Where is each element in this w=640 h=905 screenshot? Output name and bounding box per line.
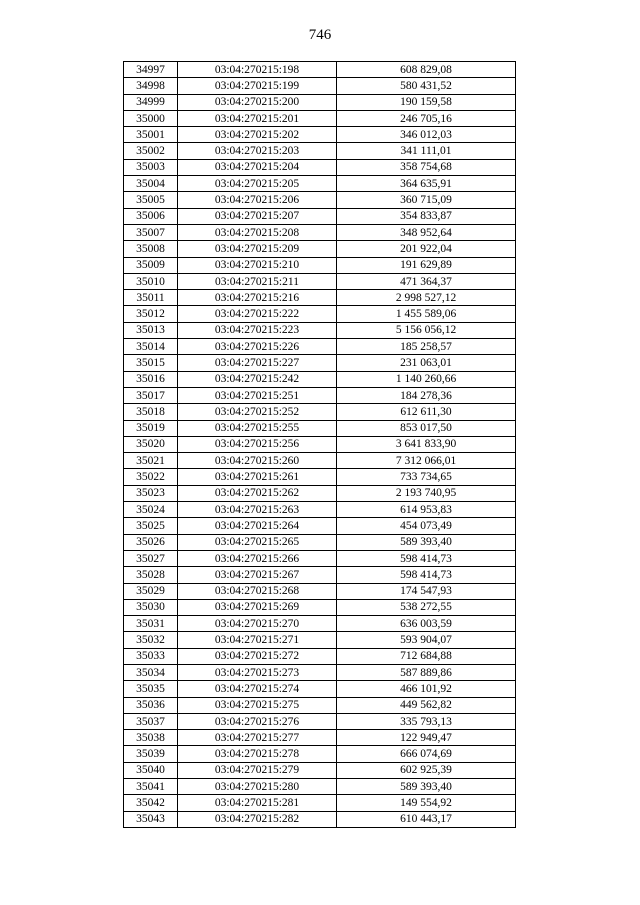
row-number-cell: 34998 (124, 78, 178, 94)
cadastral-value-cell: 346 012,03 (337, 127, 516, 143)
cadastral-number-cell: 03:04:270215:265 (178, 534, 337, 550)
row-number-cell: 35035 (124, 681, 178, 697)
cadastral-value-cell: 580 431,52 (337, 78, 516, 94)
table-row (124, 453, 516, 469)
table-row (124, 273, 516, 289)
row-number-cell: 35013 (124, 322, 178, 338)
row-number-cell: 35039 (124, 746, 178, 762)
row-number-cell: 35029 (124, 583, 178, 599)
cadastral-number-cell: 03:04:270215:252 (178, 404, 337, 420)
cadastral-value-cell: 2 193 740,95 (337, 485, 516, 501)
cadastral-number-cell: 03:04:270215:208 (178, 224, 337, 240)
row-number-cell: 35037 (124, 713, 178, 729)
row-number-cell: 35016 (124, 371, 178, 387)
row-number-cell: 35042 (124, 795, 178, 811)
row-number-cell: 35023 (124, 485, 178, 501)
table-row (124, 127, 516, 143)
row-number-cell: 35020 (124, 436, 178, 452)
cadastral-number-cell: 03:04:270215:256 (178, 436, 337, 452)
row-number-cell: 35009 (124, 257, 178, 273)
table-row (124, 404, 516, 420)
cadastral-number-cell: 03:04:270215:204 (178, 159, 337, 175)
cadastral-value-cell: 587 889,86 (337, 664, 516, 680)
cadastral-number-cell: 03:04:270215:278 (178, 746, 337, 762)
cadastral-value-cell: 364 635,91 (337, 176, 516, 192)
cadastral-number-cell: 03:04:270215:264 (178, 518, 337, 534)
table-row (124, 371, 516, 387)
cadastral-number-cell: 03:04:270215:271 (178, 632, 337, 648)
cadastral-number-cell: 03:04:270215:273 (178, 664, 337, 680)
row-number-cell: 35002 (124, 143, 178, 159)
cadastral-number-cell: 03:04:270215:199 (178, 78, 337, 94)
cadastral-value-cell: 733 734,65 (337, 469, 516, 485)
cadastral-value-cell: 593 904,07 (337, 632, 516, 648)
table-row (124, 632, 516, 648)
table-row (124, 208, 516, 224)
row-number-cell: 35036 (124, 697, 178, 713)
row-number-cell: 34999 (124, 94, 178, 110)
cadastral-value-cell: 149 554,92 (337, 795, 516, 811)
table-row (124, 616, 516, 632)
table-row (124, 567, 516, 583)
cadastral-number-cell: 03:04:270215:222 (178, 306, 337, 322)
cadastral-value-cell: 610 443,17 (337, 811, 516, 827)
table-row (124, 257, 516, 273)
cadastral-number-cell: 03:04:270215:269 (178, 599, 337, 615)
row-number-cell: 35010 (124, 273, 178, 289)
cadastral-value-cell: 712 684,88 (337, 648, 516, 664)
table-row (124, 436, 516, 452)
table-row (124, 779, 516, 795)
cadastral-number-cell: 03:04:270215:205 (178, 176, 337, 192)
row-number-cell: 35034 (124, 664, 178, 680)
cadastral-value-cell: 598 414,73 (337, 567, 516, 583)
table-row (124, 502, 516, 518)
cadastral-number-cell: 03:04:270215:251 (178, 387, 337, 403)
cadastral-number-cell: 03:04:270215:227 (178, 355, 337, 371)
row-number-cell: 35022 (124, 469, 178, 485)
row-number-cell: 35007 (124, 224, 178, 240)
cadastral-value-cell: 454 073,49 (337, 518, 516, 534)
cadastral-number-cell: 03:04:270215:260 (178, 453, 337, 469)
table-row (124, 94, 516, 110)
cadastral-number-cell: 03:04:270215:266 (178, 550, 337, 566)
row-number-cell: 35032 (124, 632, 178, 648)
row-number-cell: 35030 (124, 599, 178, 615)
table-row (124, 387, 516, 403)
cadastral-number-cell: 03:04:270215:280 (178, 779, 337, 795)
cadastral-value-cell: 348 952,64 (337, 224, 516, 240)
cadastral-value-cell: 190 159,58 (337, 94, 516, 110)
cadastral-value-cell: 598 414,73 (337, 550, 516, 566)
cadastral-value-cell: 184 278,36 (337, 387, 516, 403)
cadastral-value-cell: 7 312 066,01 (337, 453, 516, 469)
row-number-cell: 35014 (124, 339, 178, 355)
cadastral-value-cell: 354 833,87 (337, 208, 516, 224)
table-row (124, 339, 516, 355)
cadastral-number-cell: 03:04:270215:207 (178, 208, 337, 224)
table-row (124, 322, 516, 338)
table-row (124, 224, 516, 240)
cadastral-number-cell: 03:04:270215:203 (178, 143, 337, 159)
row-number-cell: 35017 (124, 387, 178, 403)
cadastral-value-cell: 358 754,68 (337, 159, 516, 175)
row-number-cell: 35027 (124, 550, 178, 566)
cadastral-number-cell: 03:04:270215:209 (178, 241, 337, 257)
cadastral-value-cell: 1 140 260,66 (337, 371, 516, 387)
table-row (124, 730, 516, 746)
table-row (124, 176, 516, 192)
cadastral-value-cell: 853 017,50 (337, 420, 516, 436)
table-row (124, 241, 516, 257)
cadastral-number-cell: 03:04:270215:242 (178, 371, 337, 387)
cadastral-value-cell: 3 641 833,90 (337, 436, 516, 452)
cadastral-value-cell: 666 074,69 (337, 746, 516, 762)
row-number-cell: 35000 (124, 110, 178, 126)
cadastral-number-cell: 03:04:270215:261 (178, 469, 337, 485)
cadastral-number-cell: 03:04:270215:226 (178, 339, 337, 355)
cadastral-number-cell: 03:04:270215:262 (178, 485, 337, 501)
row-number-cell: 34997 (124, 62, 178, 78)
table-row (124, 192, 516, 208)
table-row (124, 681, 516, 697)
cadastral-number-cell: 03:04:270215:267 (178, 567, 337, 583)
table-row (124, 697, 516, 713)
cadastral-value-cell: 589 393,40 (337, 534, 516, 550)
cadastral-value-cell: 201 922,04 (337, 241, 516, 257)
cadastral-number-cell: 03:04:270215:274 (178, 681, 337, 697)
cadastral-value-cell: 1 455 589,06 (337, 306, 516, 322)
cadastral-number-cell: 03:04:270215:268 (178, 583, 337, 599)
table-row (124, 583, 516, 599)
cadastral-value-cell: 360 715,09 (337, 192, 516, 208)
row-number-cell: 35040 (124, 762, 178, 778)
cadastral-number-cell: 03:04:270215:272 (178, 648, 337, 664)
cadastral-value-cell: 471 364,37 (337, 273, 516, 289)
row-number-cell: 35038 (124, 730, 178, 746)
table-row (124, 648, 516, 664)
row-number-cell: 35043 (124, 811, 178, 827)
cadastral-number-cell: 03:04:270215:275 (178, 697, 337, 713)
cadastral-number-cell: 03:04:270215:202 (178, 127, 337, 143)
cadastral-value-cell: 231 063,01 (337, 355, 516, 371)
cadastral-number-cell: 03:04:270215:200 (178, 94, 337, 110)
cadastral-value-cell: 612 611,30 (337, 404, 516, 420)
cadastral-value-cell: 538 272,55 (337, 599, 516, 615)
row-number-cell: 35041 (124, 779, 178, 795)
table-row (124, 62, 516, 78)
table-row (124, 518, 516, 534)
table-row (124, 143, 516, 159)
cadastral-number-cell: 03:04:270215:210 (178, 257, 337, 273)
table-row (124, 290, 516, 306)
row-number-cell: 35001 (124, 127, 178, 143)
table-row (124, 306, 516, 322)
cadastral-number-cell: 03:04:270215:223 (178, 322, 337, 338)
cadastral-value-cell: 602 925,39 (337, 762, 516, 778)
table-row (124, 713, 516, 729)
table-row (124, 746, 516, 762)
cadastral-number-cell: 03:04:270215:281 (178, 795, 337, 811)
row-number-cell: 35025 (124, 518, 178, 534)
table-row (124, 795, 516, 811)
page-number: 746 (308, 27, 332, 43)
row-number-cell: 35015 (124, 355, 178, 371)
cadastral-number-cell: 03:04:270215:255 (178, 420, 337, 436)
row-number-cell: 35021 (124, 453, 178, 469)
table-row (124, 420, 516, 436)
row-number-cell: 35018 (124, 404, 178, 420)
cadastral-number-cell: 03:04:270215:263 (178, 502, 337, 518)
row-number-cell: 35031 (124, 616, 178, 632)
cadastral-number-cell: 03:04:270215:201 (178, 110, 337, 126)
table-row (124, 110, 516, 126)
cadastral-number-cell: 03:04:270215:276 (178, 713, 337, 729)
row-number-cell: 35033 (124, 648, 178, 664)
cadastral-value-cell: 614 953,83 (337, 502, 516, 518)
cadastral-number-cell: 03:04:270215:216 (178, 290, 337, 306)
row-number-cell: 35024 (124, 502, 178, 518)
table-row (124, 534, 516, 550)
table-row (124, 762, 516, 778)
row-number-cell: 35003 (124, 159, 178, 175)
row-number-cell: 35005 (124, 192, 178, 208)
row-number-cell: 35026 (124, 534, 178, 550)
cadastral-value-cell: 122 949,47 (337, 730, 516, 746)
row-number-cell: 35008 (124, 241, 178, 257)
row-number-cell: 35028 (124, 567, 178, 583)
cadastral-value-cell: 5 156 056,12 (337, 322, 516, 338)
cadastral-number-cell: 03:04:270215:198 (178, 62, 337, 78)
table-row (124, 485, 516, 501)
table-row (124, 664, 516, 680)
cadastral-value-cell: 341 111,01 (337, 143, 516, 159)
table-row (124, 811, 516, 827)
cadastral-value-cell: 449 562,82 (337, 697, 516, 713)
cadastral-number-cell: 03:04:270215:279 (178, 762, 337, 778)
row-number-cell: 35004 (124, 176, 178, 192)
table-body (124, 62, 516, 828)
row-number-cell: 35006 (124, 208, 178, 224)
row-number-cell: 35011 (124, 290, 178, 306)
cadastral-number-cell: 03:04:270215:277 (178, 730, 337, 746)
cadastral-value-cell: 2 998 527,12 (337, 290, 516, 306)
cadastral-value-cell: 636 003,59 (337, 616, 516, 632)
row-number-cell: 35012 (124, 306, 178, 322)
table-row (124, 599, 516, 615)
table-row (124, 355, 516, 371)
cadastral-number-cell: 03:04:270215:282 (178, 811, 337, 827)
cadastral-value-cell: 589 393,40 (337, 779, 516, 795)
cadastral-value-cell: 185 258,57 (337, 339, 516, 355)
table-row (124, 469, 516, 485)
table-row (124, 550, 516, 566)
cadastral-value-cell: 246 705,16 (337, 110, 516, 126)
cadastral-value-cell: 174 547,93 (337, 583, 516, 599)
cadastral-number-cell: 03:04:270215:206 (178, 192, 337, 208)
cadastral-value-cell: 466 101,92 (337, 681, 516, 697)
row-number-cell: 35019 (124, 420, 178, 436)
cadastral-value-cell: 608 829,08 (337, 62, 516, 78)
table-row (124, 159, 516, 175)
cadastral-value-cell: 335 793,13 (337, 713, 516, 729)
table-row (124, 78, 516, 94)
cadastral-number-cell: 03:04:270215:211 (178, 273, 337, 289)
cadastral-value-cell: 191 629,89 (337, 257, 516, 273)
cadastral-number-cell: 03:04:270215:270 (178, 616, 337, 632)
cadastral-value-table (123, 61, 516, 828)
